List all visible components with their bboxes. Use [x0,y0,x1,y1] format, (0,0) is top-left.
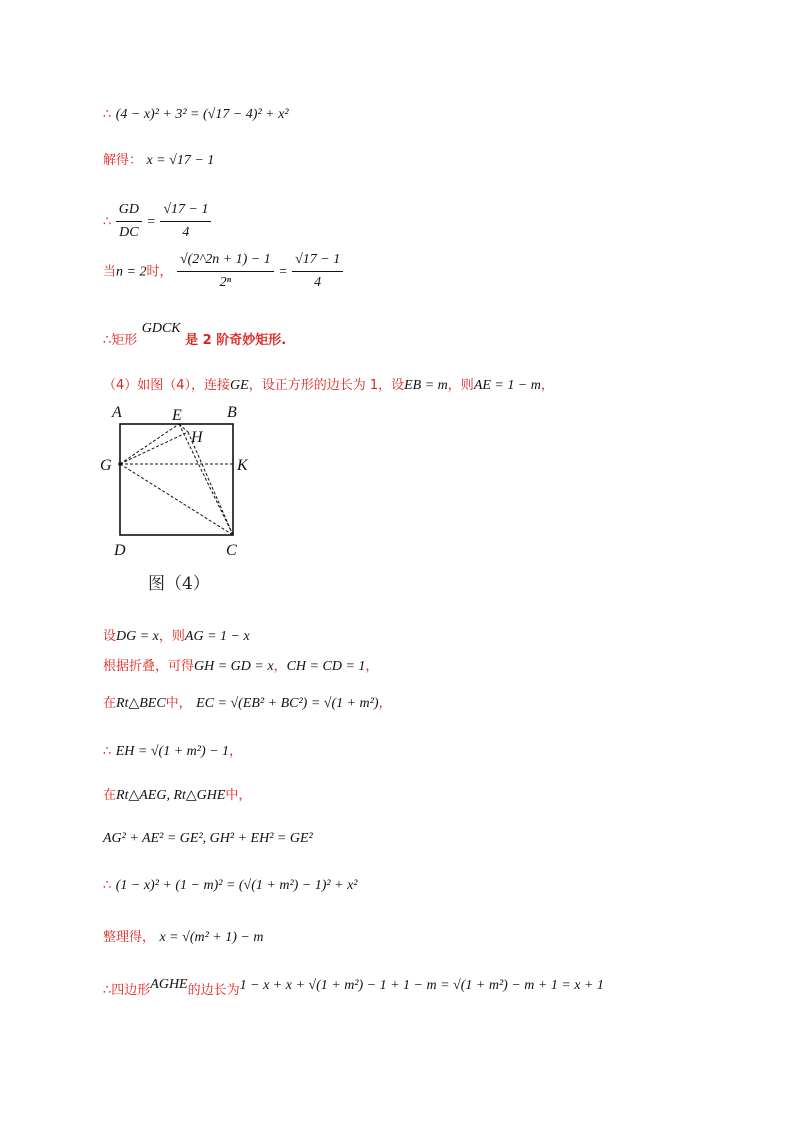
therefore-symbol: ∴ [103,744,112,759]
comma: ， [273,659,287,674]
in-text: 在 [103,696,117,711]
square-abcd [120,424,233,535]
dg-equals-x: DG = x [116,629,159,644]
part4-text-c: ，则 [447,378,474,393]
side-length-text: 的边长为 [187,983,240,998]
comma: ， [378,696,392,711]
combined-equation-line [103,875,357,896]
gh-equals: GH = GD = x [194,659,274,674]
folding-text: 根据折叠，可得 [103,659,195,674]
in-text: 在 [103,788,117,803]
ag-equals: AG = 1 − x [184,629,250,644]
then-text: ，则 [158,629,185,644]
folding-line [103,656,378,677]
segment-ge: GE [230,378,249,393]
label-a: A [112,404,122,421]
part4-intro [103,375,554,396]
middle-text: 中， [165,696,192,711]
part4-text-a: （4）如图（4），连接 [103,378,231,393]
label-h: H [191,429,203,446]
eh-line [103,741,242,762]
frac-numerator: GD [116,200,142,222]
geometry-figure [95,402,265,567]
point-g [118,462,122,466]
frac-denominator: 4 [314,275,322,290]
equation-1: (4 − x)² + 3² = (√17 − 4)² + x² [115,107,289,122]
triangle-bec-line [103,693,392,714]
label-e: E [172,407,182,424]
label-k: K [237,457,248,474]
eb-equals-m: EB = m [404,378,448,393]
let-text: 设 [103,629,117,644]
frac-denominator: DC [119,225,139,240]
frac-denominator: 4 [182,225,190,240]
combined-equation: (1 − x)² + (1 − m)² = (√(1 + m²) − 1)² + x² [115,878,358,893]
equation-line-1 [103,104,289,125]
therefore-rectangle: ∴矩形 [103,333,138,348]
label-c: C [226,542,237,559]
eh-equation: EH = √(1 + m²) − 1 [115,744,230,759]
n-equals-2-line [103,250,343,293]
triangles-line [103,785,251,806]
therefore-symbol: ∴ [103,214,112,230]
comma: ， [365,659,379,674]
simplified-line [103,927,263,948]
part4-text-b: ，设正方形的边长为 1，设 [248,378,405,393]
ae-equals: AE = 1 − m [473,378,541,393]
figure-caption: 图（4） [148,574,210,594]
x-solution: x = √(m² + 1) − m [159,930,264,945]
quadrilateral-text: ∴四边形 [103,983,151,998]
rectangle-conclusion [103,321,287,351]
solution-line [103,150,214,171]
therefore-symbol: ∴ [103,107,112,122]
perimeter-line [103,977,604,1001]
segment-eh [179,424,188,432]
rt-bec: Rt△BEC [116,696,166,711]
equals-sign: = [278,264,288,280]
let-dg-line [103,626,250,647]
ec-equation: EC = √(EB² + BC²) = √(1 + m²) [196,696,379,711]
n-value: n = 2 [116,264,147,280]
frac-denominator: 2ⁿ [219,275,232,290]
part4-text-d: ， [540,378,554,393]
simplify-label: 整理得， [103,930,156,945]
frac-numerator: √17 − 1 [160,200,211,222]
comma: ， [229,744,243,759]
frac-numerator: √(2^2n + 1) − 1 [177,250,274,272]
fraction-value [160,200,211,243]
ch-equals: CH = CD = 1 [286,659,366,674]
middle-text: 中， [225,788,252,803]
segment-ge [120,424,179,464]
solve-label: 解得： [103,153,143,168]
when-suffix: 时， [146,264,173,280]
pythagoras-equations: AG² + AE² = GE², GH² + EH² = GE² [103,831,313,846]
label-g: G [100,457,112,474]
label-b: B [227,404,237,421]
segment-hc [188,432,233,535]
ratio-line [103,200,211,243]
therefore-symbol: ∴ [103,878,112,893]
when-label: 当 [103,264,117,280]
rectangle-name: GDCK [141,321,181,336]
solution-x: x = √17 − 1 [146,153,215,168]
segment-gh [120,432,188,464]
fraction-gd-dc [116,200,142,243]
segment-gc [120,464,233,535]
pythagoras-line [103,828,313,849]
conclusion-text: 是 2 阶奇妙矩形. [185,333,287,348]
side-length-expression: 1 − x + x + √(1 + m²) − 1 + 1 − m = √(1 + m²) − m + 1 = x + 1 [239,978,604,993]
frac-numerator: √17 − 1 [292,250,343,272]
rt-triangles: Rt△AEG, Rt△GHE [116,788,226,803]
fraction-general [177,250,274,293]
equals-sign: = [146,214,156,230]
label-d: D [114,542,126,559]
quadrilateral-name: AGHE [150,977,188,992]
fraction-value [292,250,343,293]
